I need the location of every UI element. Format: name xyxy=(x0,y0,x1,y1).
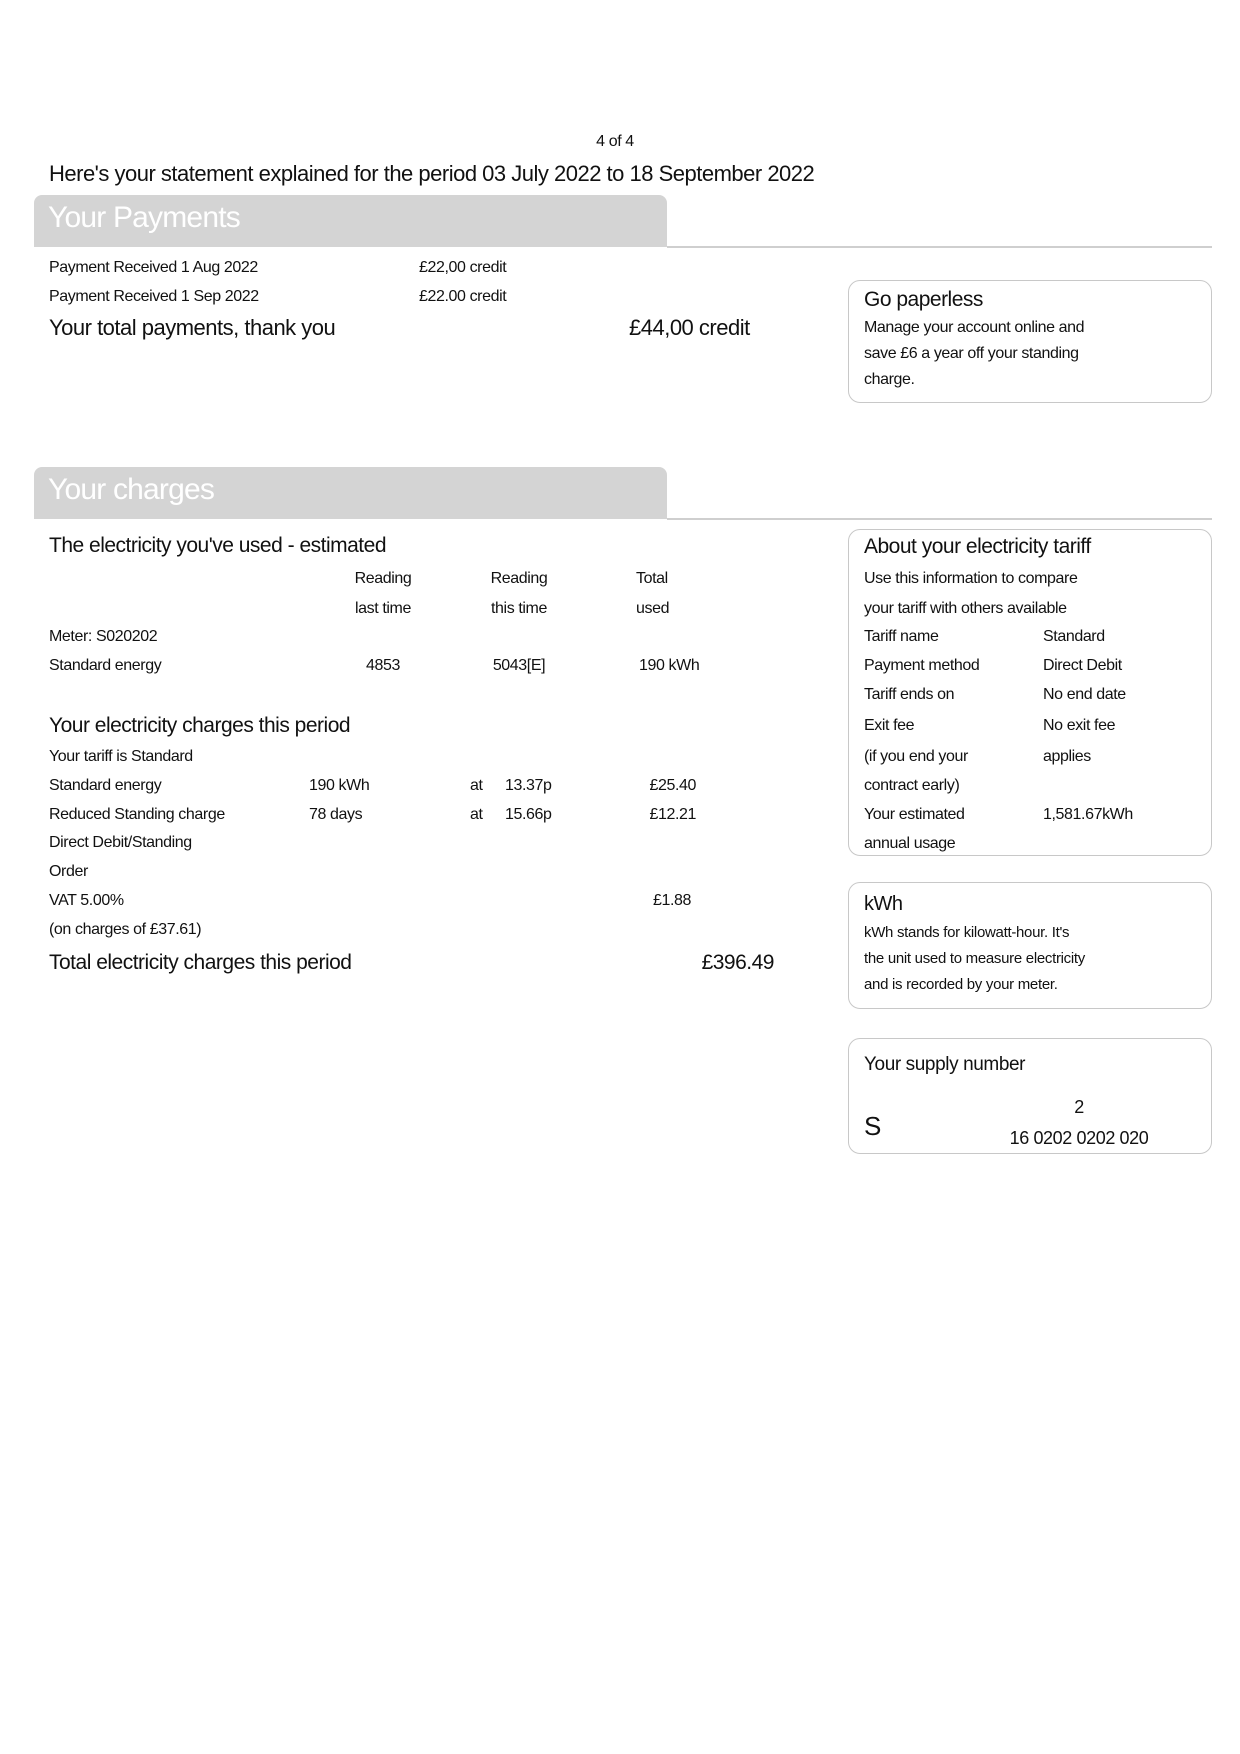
column-header: Total xyxy=(636,570,668,587)
tariff-line: Your tariff is Standard xyxy=(49,748,193,765)
tariff-key: Exit fee xyxy=(864,717,915,734)
charge-quantity: 190 kWh xyxy=(309,777,370,794)
charge-rate: 15.66p xyxy=(505,806,552,823)
payments-heading: Your Payments xyxy=(48,201,240,234)
charge-label: Standard energy xyxy=(49,777,162,794)
supply-number-box xyxy=(848,1038,1212,1154)
divider xyxy=(667,518,1212,520)
tariff-value: applies xyxy=(1043,748,1091,765)
total-charges-label: Total electricity charges this period xyxy=(49,951,352,974)
tariff-key: (if you end your xyxy=(864,748,968,765)
tariff-value: No end date xyxy=(1043,686,1126,703)
charge-at: at xyxy=(470,777,483,794)
total-payments-amount: £44,00 credit xyxy=(629,315,750,340)
tariff-key: annual usage xyxy=(864,835,956,852)
statement-title: Here's your statement explained for the period 03 July 2022 to 18 September 2022 xyxy=(49,161,815,186)
period-heading: Your electricity charges this period xyxy=(49,714,351,737)
column-header: last time xyxy=(355,600,411,617)
total-payments-label: Your total payments, thank you xyxy=(49,315,336,340)
tariff-key: Tariff ends on xyxy=(864,686,955,703)
usage-heading: The electricity you've used - estimated xyxy=(49,534,386,557)
kwh-text: the unit used to measure electricity xyxy=(864,950,1085,967)
paperless-text: save £6 a year off your standing xyxy=(864,345,1079,362)
charges-heading: Your charges xyxy=(48,473,215,506)
go-paperless-box xyxy=(848,280,1212,403)
tariff-key: Tariff name xyxy=(864,628,939,645)
total-charges-amount: £396.49 xyxy=(701,951,774,974)
tariff-box-title: About your electricity tariff xyxy=(864,535,1091,558)
supply-top-code: 2 xyxy=(1074,1097,1084,1117)
tariff-value: 1,581.67kWh xyxy=(1043,806,1133,823)
vat-label: VAT 5.00% xyxy=(49,892,124,909)
column-header: Reading xyxy=(490,570,548,587)
vat-amount: £1.88 xyxy=(652,892,691,909)
tariff-info-box xyxy=(848,529,1212,856)
tariff-value: Direct Debit xyxy=(1043,657,1122,674)
tariff-value: No exit fee xyxy=(1043,717,1116,734)
paperless-text: charge. xyxy=(864,371,915,388)
charge-label: Reduced Standing charge xyxy=(49,806,225,823)
dd-line: Direct Debit/Standing xyxy=(49,834,192,851)
supply-title: Your supply number xyxy=(864,1054,1026,1075)
page-number: 4 of 4 xyxy=(596,133,634,150)
charges-section-header xyxy=(34,467,667,519)
divider xyxy=(667,246,1212,248)
column-header: this time xyxy=(491,600,547,617)
dd-line: Order xyxy=(49,863,88,880)
payment-amount: £22,00 credit xyxy=(419,259,507,276)
charge-amount: £12.21 xyxy=(649,806,696,823)
charge-quantity: 78 days xyxy=(309,806,363,823)
paperless-text: Manage your account online and xyxy=(864,319,1085,336)
kwh-info-box xyxy=(848,882,1212,1009)
tariff-intro: Use this information to compare xyxy=(864,570,1078,587)
total-used: 190 kWh xyxy=(639,657,700,674)
tariff-value: Standard xyxy=(1043,628,1105,645)
tariff-key: contract early) xyxy=(864,777,960,794)
kwh-text: kWh stands for kilowatt-hour. It's xyxy=(864,924,1070,941)
charge-rate: 13.37p xyxy=(505,777,552,794)
kwh-title: kWh xyxy=(864,893,903,915)
meter-number: Meter: S020202 xyxy=(49,628,158,645)
supply-core-number: 16 0202 0202 020 xyxy=(1009,1128,1149,1148)
supply-prefix: S xyxy=(864,1111,881,1141)
vat-note: (on charges of £37.61) xyxy=(49,921,202,938)
kwh-text: and is recorded by your meter. xyxy=(864,976,1058,993)
tariff-key: Payment method xyxy=(864,657,980,674)
reading-this: 5043[E] xyxy=(492,657,546,674)
usage-label: Standard energy xyxy=(49,657,162,674)
payment-label: Payment Received 1 Aug 2022 xyxy=(49,259,258,276)
reading-last: 4853 xyxy=(366,657,400,674)
payment-amount: £22.00 credit xyxy=(419,288,507,305)
charge-at: at xyxy=(470,806,483,823)
payment-label: Payment Received 1 Sep 2022 xyxy=(49,288,259,305)
column-header: Reading xyxy=(354,570,412,587)
charge-amount: £25.40 xyxy=(649,777,696,794)
column-header: used xyxy=(636,600,670,617)
paperless-title: Go paperless xyxy=(864,288,983,311)
tariff-key: Your estimated xyxy=(864,806,965,823)
tariff-intro: your tariff with others available xyxy=(864,600,1067,617)
payments-section-header xyxy=(34,195,667,247)
